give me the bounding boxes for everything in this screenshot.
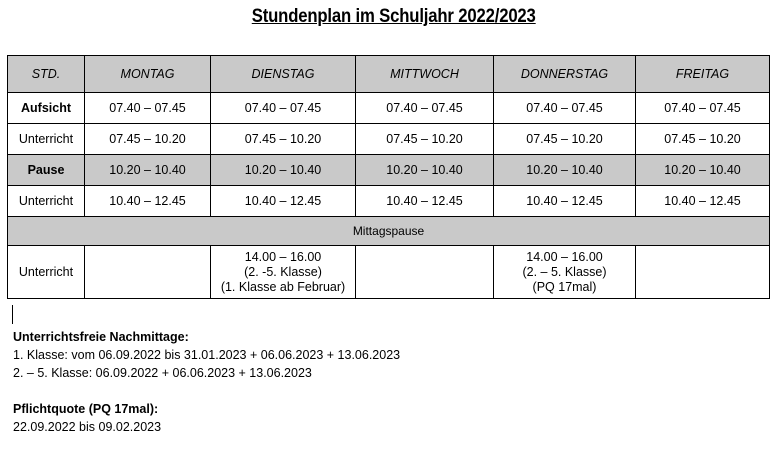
page-title: Stundenplan im Schuljahr 2022/2023 <box>251 6 536 27</box>
afternoon-donnerstag-cell <box>494 246 636 299</box>
cell-line: (1. Klasse ab Februar) <box>220 279 346 294</box>
time-cell: 07.40 – 07.45 <box>85 93 211 124</box>
quota-note <box>13 400 161 436</box>
cell-line: (PQ 17mal) <box>532 279 597 294</box>
empty-cell <box>636 246 770 299</box>
header-std: STD. <box>8 56 85 93</box>
time-cell: 10.40 – 12.45 <box>494 186 636 217</box>
row-label: Aufsicht <box>8 93 85 124</box>
header-donnerstag: DONNERSTAG <box>494 56 636 93</box>
quota-title: Pflichtquote (PQ 17mal): <box>13 402 159 416</box>
time-cell: 10.20 – 10.40 <box>494 155 636 186</box>
time-cell: 07.40 – 07.45 <box>494 93 636 124</box>
afternoon-dienstag-cell <box>211 246 356 299</box>
free-afternoons-line: 2. – 5. Klasse: 06.09.2022 + 06.06.2023 + 13.06.2023 <box>13 366 312 380</box>
cell-line: (2. – 5. Klasse) <box>522 264 607 279</box>
time-cell: 10.20 – 10.40 <box>85 155 211 186</box>
time-cell: 10.40 – 12.45 <box>636 186 770 217</box>
empty-cell <box>85 246 211 299</box>
table-row-unterricht-morning <box>8 124 770 155</box>
table-row-mittagspause <box>8 217 770 246</box>
table-row-unterricht-late <box>8 186 770 217</box>
header-montag: MONTAG <box>85 56 211 93</box>
header-dienstag: DIENSTAG <box>211 56 356 93</box>
table-row-pause <box>8 155 770 186</box>
time-cell: 07.45 – 10.20 <box>211 124 356 155</box>
time-cell: 10.20 – 10.40 <box>356 155 494 186</box>
time-cell: 10.40 – 12.45 <box>356 186 494 217</box>
row-label: Unterricht <box>8 124 85 155</box>
row-label: Unterricht <box>8 246 85 299</box>
cell-line: (2. -5. Klasse) <box>244 264 322 279</box>
time-cell: 07.45 – 10.20 <box>636 124 770 155</box>
time-cell: 07.45 – 10.20 <box>85 124 211 155</box>
time-cell: 10.20 – 10.40 <box>211 155 356 186</box>
table-row-afternoon <box>8 246 770 299</box>
time-cell: 07.45 – 10.20 <box>494 124 636 155</box>
timetable <box>7 55 770 299</box>
time-cell: 10.40 – 12.45 <box>85 186 211 217</box>
time-cell: 10.40 – 12.45 <box>211 186 356 217</box>
time-cell: 07.45 – 10.20 <box>356 124 494 155</box>
time-cell: 07.40 – 07.45 <box>356 93 494 124</box>
cell-line: 14.00 – 16.00 <box>244 249 322 264</box>
time-cell: 07.40 – 07.45 <box>211 93 356 124</box>
row-label: Pause <box>8 155 85 186</box>
time-cell: 10.20 – 10.40 <box>636 155 770 186</box>
header-freitag: FREITAG <box>636 56 770 93</box>
divider-line <box>12 305 13 324</box>
quota-line: 22.09.2022 bis 09.02.2023 <box>13 420 162 434</box>
table-row-aufsicht <box>8 93 770 124</box>
header-row <box>8 56 770 93</box>
row-label: Unterricht <box>8 186 85 217</box>
time-cell: 07.40 – 07.45 <box>636 93 770 124</box>
free-afternoons-title: Unterrichtsfreie Nachmittage: <box>13 330 189 344</box>
header-mittwoch: MITTWOCH <box>356 56 494 93</box>
mittagspause-cell: Mittagspause <box>8 217 770 246</box>
cell-line: 14.00 – 16.00 <box>526 249 603 264</box>
free-afternoons-line: 1. Klasse: vom 06.09.2022 bis 31.01.2023 + 06.06.2023 + 13.06.2023 <box>13 348 401 362</box>
free-afternoons-note <box>13 328 400 382</box>
empty-cell <box>356 246 494 299</box>
